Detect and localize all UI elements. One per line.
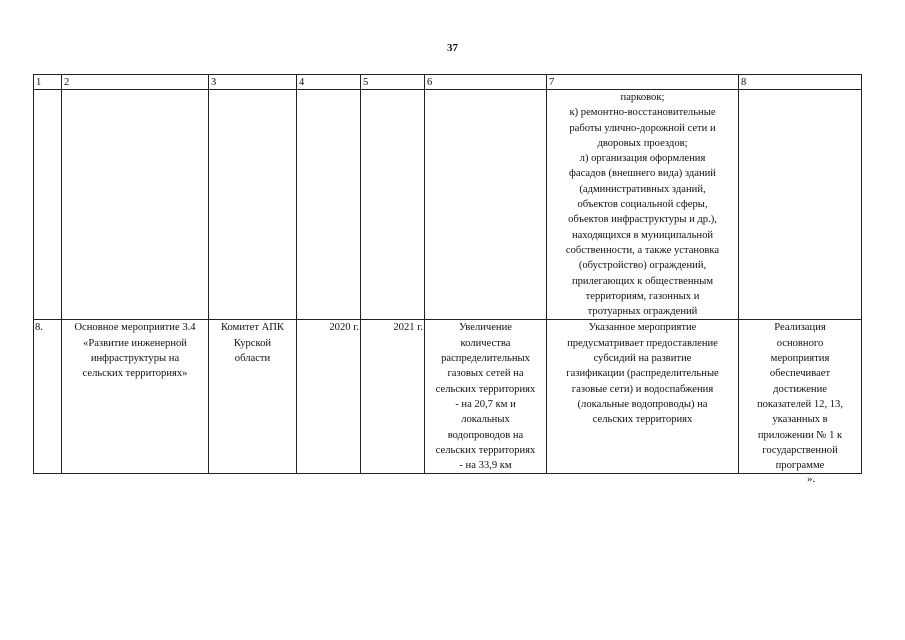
start-year: 2020 г. [297, 320, 361, 474]
column-number-row [34, 75, 862, 90]
cont-cell-2 [62, 90, 209, 320]
cont-cell-5 [361, 90, 425, 320]
cont-cell-6 [425, 90, 547, 320]
cont-cell-8 [739, 90, 862, 320]
row-number: 8. [34, 320, 62, 474]
column-number-4: 4 [297, 75, 361, 90]
measure-name: Основное мероприятие 3.4 «Развитие инженерной инфраструктуры на сельских территориях» [62, 320, 209, 474]
measure-description: Указанное мероприятие предусматривает предоставление субсидий на развитие газификации (распределительные газовые сети) и водоспабжения (локальные водопроводы) на сельских территориях [547, 320, 739, 474]
column-number-7: 7 [547, 75, 739, 90]
end-year: 2021 г. [361, 320, 425, 474]
executor: Комитет АПК Курской области [209, 320, 297, 474]
cont-cell-7-text: парковок; к) ремонтно-восстановительные работы улично-дорожной сети и дворовых проездов; л) организация оформления фасадов (внешнего вида) зданий (административных зданий, объектов социальной сферы, объектов инфраструктуры и др.), находящихся в муниципальной собственности, а также установка (обустройство) ограждений, прилегающих к общественным территориям, газонных и тротуарных ограждений [547, 90, 739, 320]
expected-result: Увеличение количества распределительных газовых сетей на сельских территориях - на 20,7 км и локальных водопроводов на сельских территориях - на 33,9 км [425, 320, 547, 474]
column-number-8: 8 [739, 75, 862, 90]
table-row-8 [34, 320, 862, 474]
indicator-link: Реализация основного мероприятия обеспечивает достижение показателей 12, 13, указанных в приложении № 1 к государственной программе [739, 320, 862, 474]
program-table [33, 74, 862, 474]
closing-quote-mark: ». [807, 473, 816, 485]
cont-cell-4 [297, 90, 361, 320]
column-number-2: 2 [62, 75, 209, 90]
cont-cell-1 [34, 90, 62, 320]
cont-cell-3 [209, 90, 297, 320]
column-number-6: 6 [425, 75, 547, 90]
page-number: 37 [447, 42, 458, 54]
column-number-5: 5 [361, 75, 425, 90]
continuation-row [34, 90, 862, 320]
column-number-3: 3 [209, 75, 297, 90]
column-number-1: 1 [34, 75, 62, 90]
